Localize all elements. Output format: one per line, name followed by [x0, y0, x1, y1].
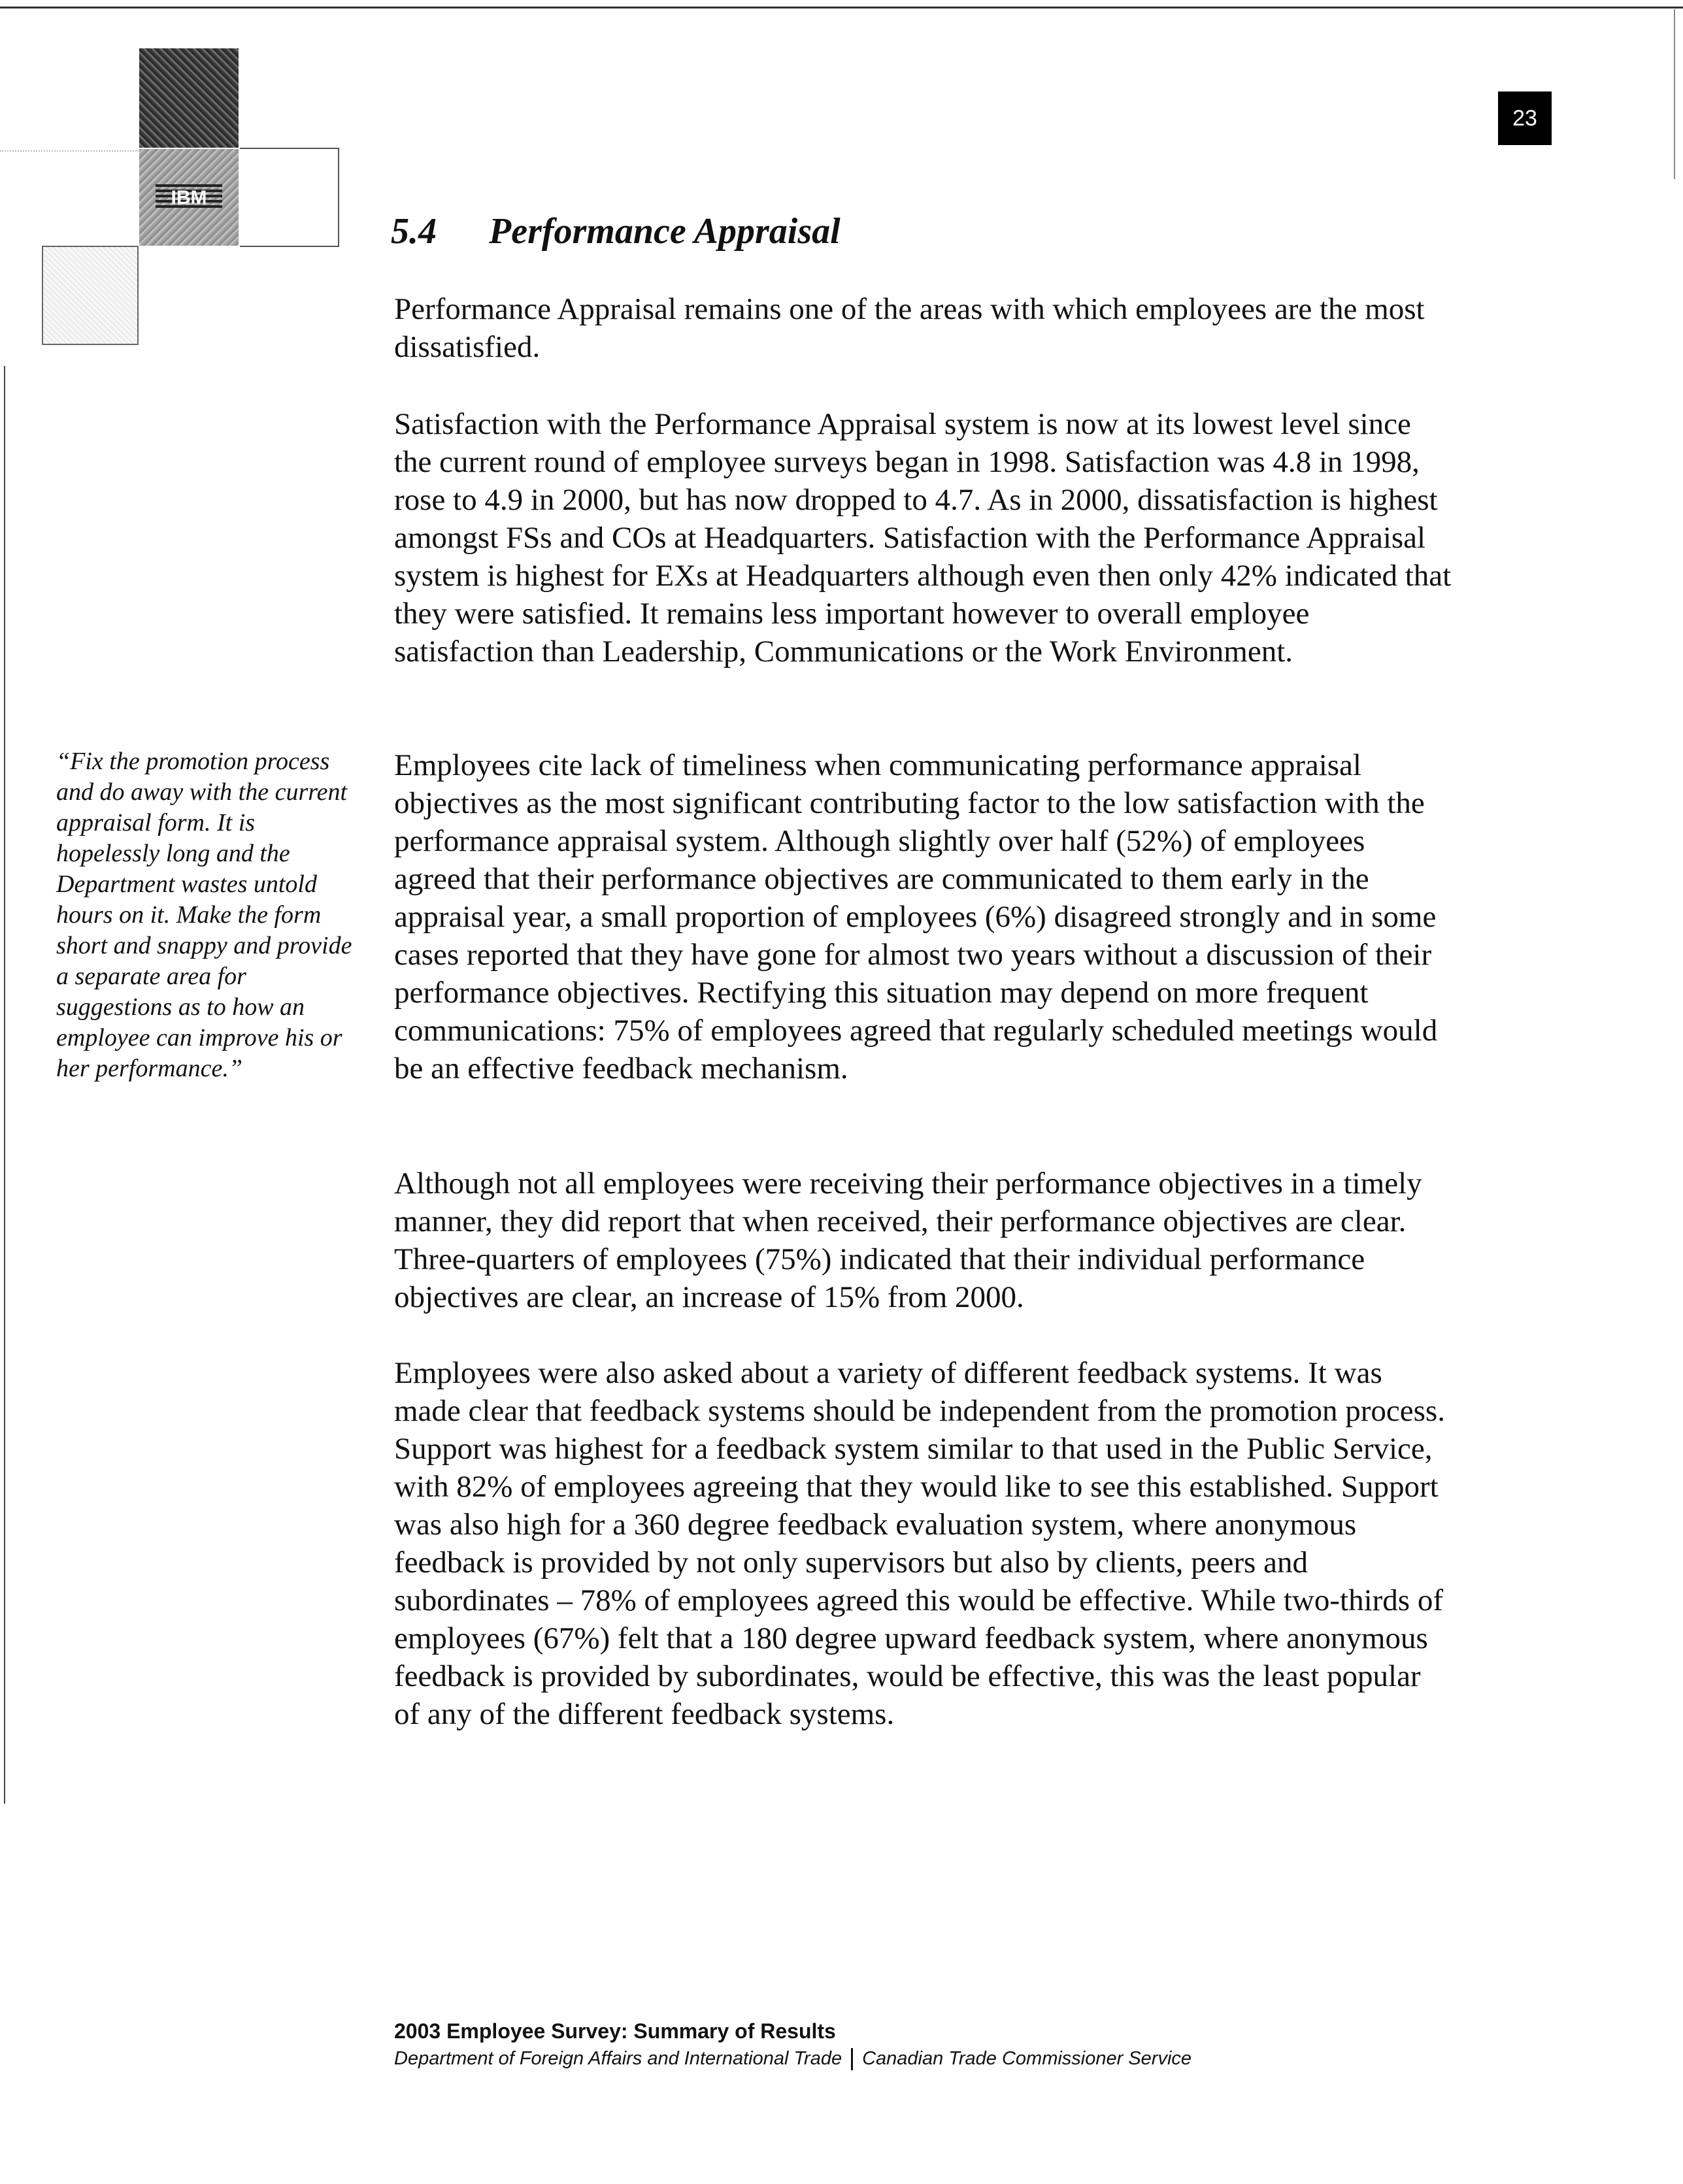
- page-number: 23: [1512, 105, 1537, 131]
- logo-outline-square: [240, 148, 339, 247]
- sidebar-quote: “Fix the promotion process and do away with the current appraisal form. It is hopelessly long and the Department wastes untold hours on it. Make the form short and snappy and provide a separate area for suggestions as to how an employee can improve his or her performance.”: [56, 748, 352, 1082]
- paragraph-timeliness: Employees cite lack of timeliness when communicating performance appraisal objectives as the most significant contributing factor to the low satisfaction with the performance appraisal system. Although slightly over half (52%) of employees agreed that their performance objectives are communicated to them early in the appraisal year, a small proportion of employees (6%) disagreed strongly and in some cases reported that they have gone for almost two years without a discussion of their performance objectives. Rectifying this situation may depend on more frequent communications: 75% of employees agreed that regularly scheduled meetings would be an effective feedback mechanism.: [394, 748, 1438, 1085]
- ibm-logo: [139, 149, 239, 246]
- right-margin-rule: [1674, 9, 1675, 179]
- ibm-logo-icon: [153, 182, 225, 213]
- top-rule: [0, 7, 1683, 8]
- page-number-badge: [1498, 91, 1552, 145]
- paragraph-intro: Performance Appraisal remains one of the areas with which employees are the most dissatisfied.: [394, 292, 1425, 364]
- footer-service: Canadian Trade Commissioner Service: [862, 2048, 1192, 2069]
- logo-dark-square: [139, 48, 239, 148]
- section-number: 5.4: [391, 211, 437, 252]
- svg-text:IBM: IBM: [171, 187, 207, 208]
- left-margin-rule: [4, 366, 5, 1804]
- footer-title: 2003 Employee Survey: Summary of Results: [394, 2019, 836, 2043]
- logo-light-square: [42, 246, 139, 345]
- section-heading: [391, 210, 841, 252]
- footer-subtitle: [394, 2048, 1191, 2070]
- paragraph-satisfaction: Satisfaction with the Performance Appraisal system is now at its lowest level since the current round of employee surveys began in 1998. Satisfaction was 4.8 in 1998, rose to 4.9 in 2000, but has now dropped to 4.7. As in 2000, dissatisfaction is highest amongst FSs and COs at Headquarters. Satisfaction with the Performance Appraisal system is highest for EXs at Headquarters although even then only 42% indicated that they were satisfied. It remains less important however to overall employee satisfaction than Leadership, Communications or the Work Environment.: [394, 407, 1452, 669]
- dotted-guide-line: [0, 150, 139, 152]
- footer-separator: [851, 2048, 853, 2070]
- section-title: Performance Appraisal: [489, 211, 841, 252]
- paragraph-feedback-systems: Employees were also asked about a variety of different feedback systems. It was made clear that feedback systems should be independent from the promotion process. Support was highest for a feedback system similar to that used in the Public Service, with 82% of employees agreeing that they would like to see this established. Support was also high for a 360 degree feedback evaluation system, where anonymous feedback is provided by not only supervisors but also by clients, peers and subordinates – 78% of employees agreed this would be effective. While two-thirds of employees (67%) felt that a 180 degree upward feedback system, where anonymous feedback is provided by subordinates, would be effective, this was the least popular of any of the different feedback systems.: [394, 1356, 1445, 1731]
- footer-department: Department of Foreign Affairs and International Trade: [394, 2048, 842, 2069]
- paragraph-clarity: Although not all employees were receiving their performance objectives in a timely manner, they did report that when received, their performance objectives are clear. Three-quarters of employees (75%) indicated that their individual performance objectives are clear, an increase of 15% from 2000.: [394, 1166, 1422, 1314]
